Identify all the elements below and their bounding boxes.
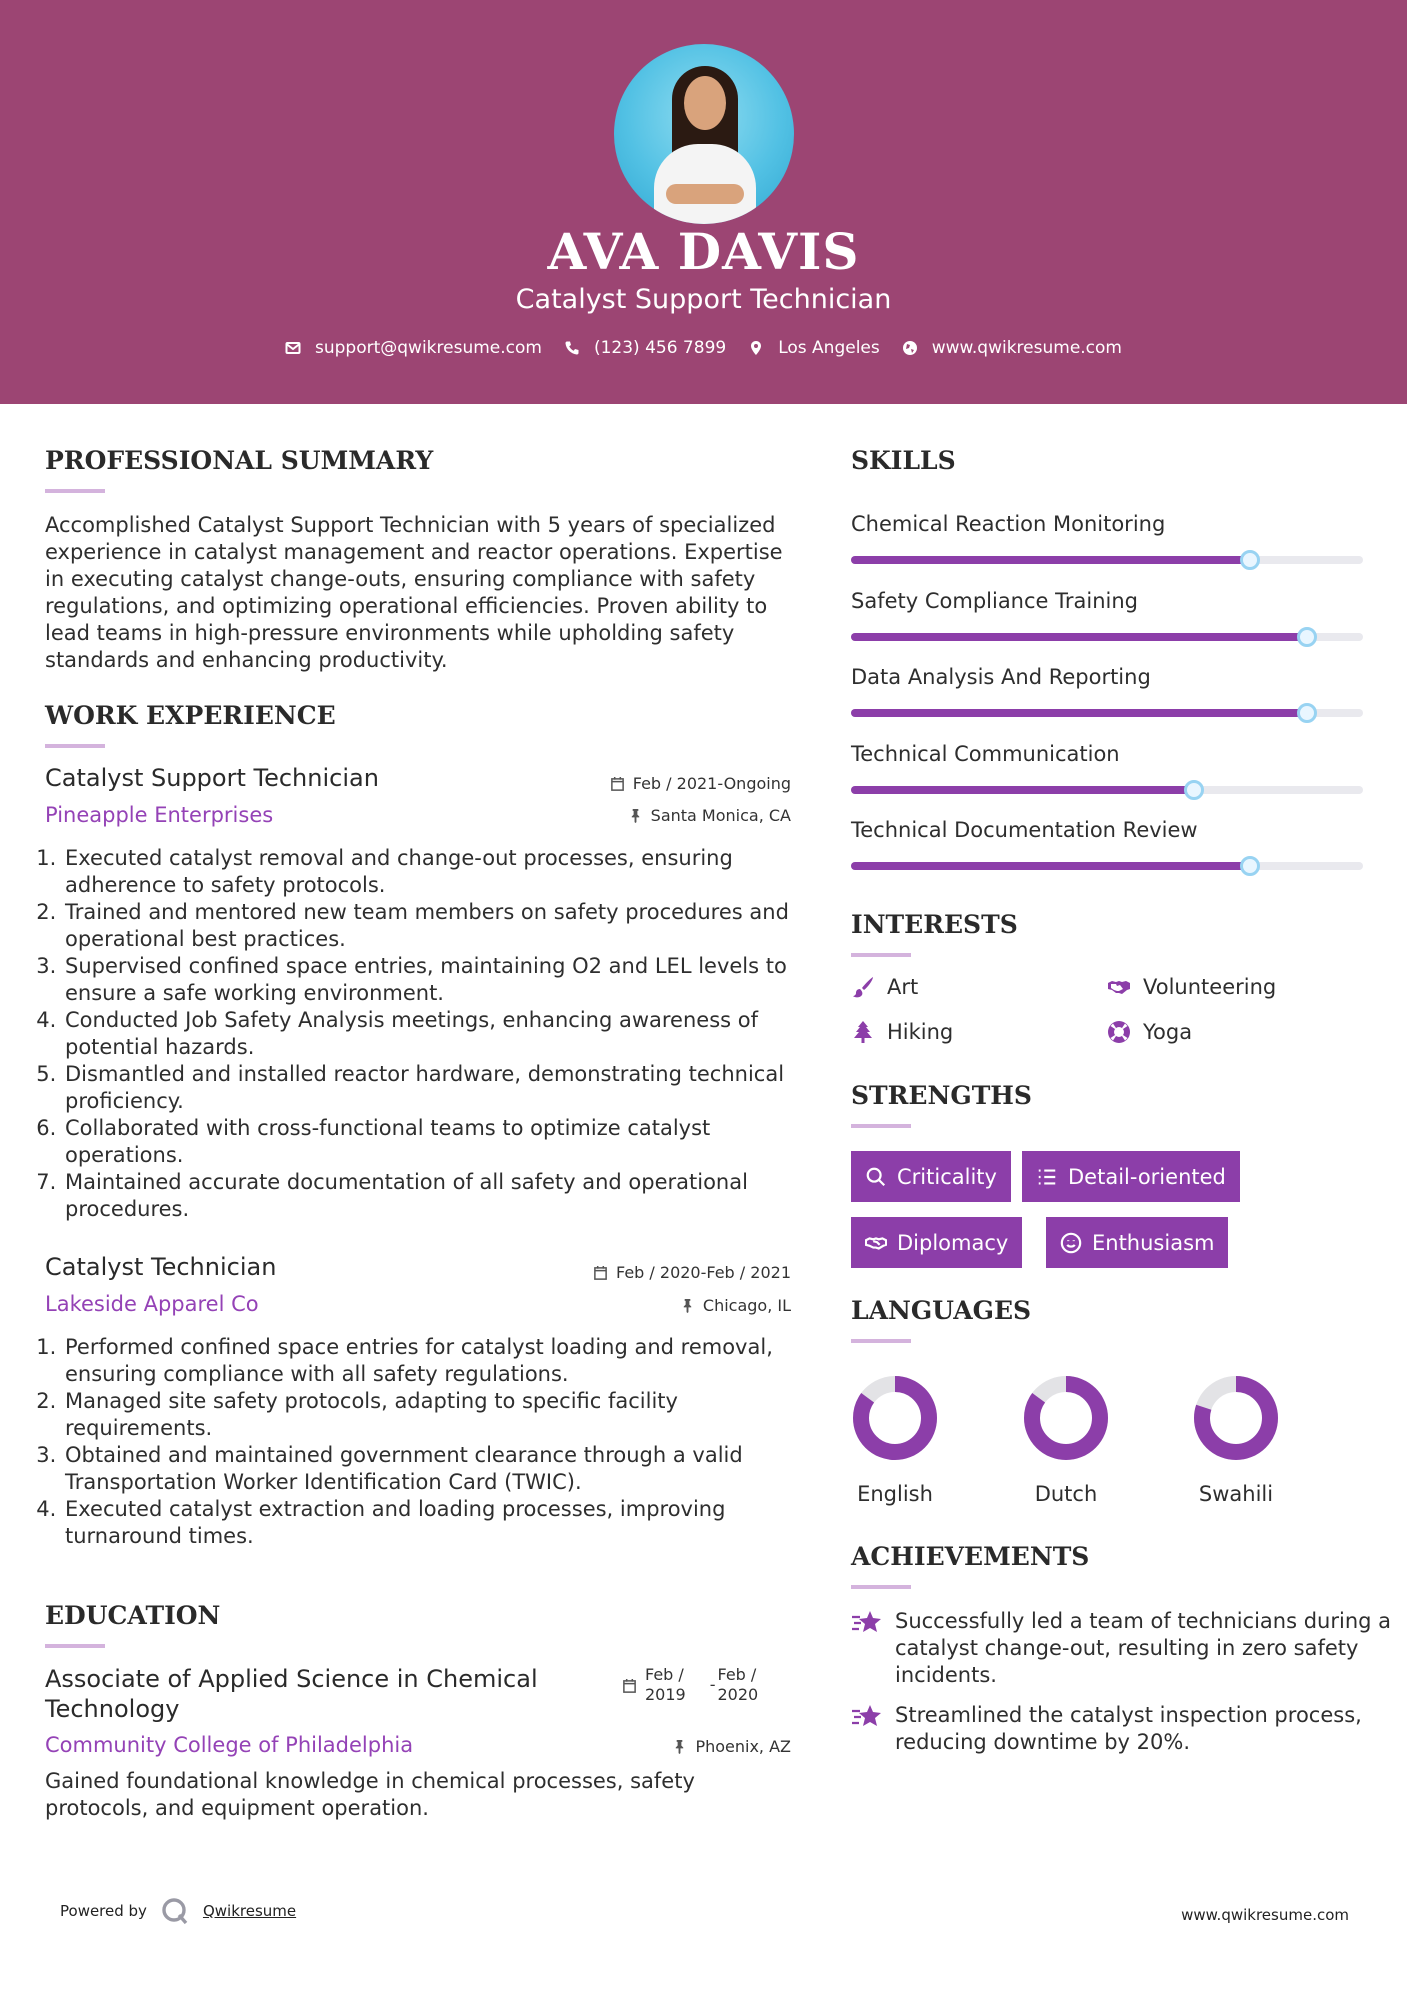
lifering-icon xyxy=(1107,1020,1131,1044)
job-duty: 4. Conducted Job Safety Analysis meetings, enhancing awareness of potential hazards. xyxy=(63,1007,800,1061)
achievement-item xyxy=(851,1702,1407,1756)
footer-powered-by xyxy=(60,1897,296,1925)
search-icon xyxy=(865,1166,887,1188)
date-end-year: 2020 xyxy=(717,1685,759,1704)
skill-bar-fill xyxy=(851,786,1194,794)
interest-hiking xyxy=(851,1020,953,1044)
language-item xyxy=(835,1374,955,1506)
job-duty: 3. Supervised confined space entries, maintaining O2 and LEL levels to ensure a safe working environment. xyxy=(63,953,800,1007)
job-duties-list xyxy=(45,845,800,1223)
date-end-month: Feb / xyxy=(717,1665,757,1684)
date-start-month: Feb / xyxy=(645,1665,684,1684)
job-duty: 1. Performed confined space entries for catalyst loading and removal, ensuring compliance with all safety regulations. xyxy=(63,1334,800,1388)
calendar-icon xyxy=(610,776,625,791)
languages-heading: LANGUAGES xyxy=(851,1296,1032,1325)
calendar-icon xyxy=(622,1678,637,1693)
website-text: www.qwikresume.com xyxy=(931,338,1122,358)
job-duty: 7. Maintained accurate documentation of all safety and operational procedures. xyxy=(63,1169,800,1223)
skill-bar-track xyxy=(851,786,1363,794)
interest-label: Volunteering xyxy=(1143,975,1277,999)
strengths-underline xyxy=(851,1124,911,1128)
job-company: Lakeside Apparel Co xyxy=(45,1292,259,1316)
strength-label: Diplomacy xyxy=(897,1230,1009,1255)
strength-label: Enthusiasm xyxy=(1092,1230,1215,1255)
skill-bar-fill xyxy=(851,862,1250,870)
contact-location xyxy=(748,338,880,358)
job-date-text: Feb / 2020-Feb / 2021 xyxy=(616,1263,791,1282)
summary-underline xyxy=(45,489,105,493)
language-label: Swahili xyxy=(1198,1482,1274,1506)
education-underline xyxy=(45,1644,105,1648)
skill-label: Safety Compliance Training xyxy=(851,588,1138,613)
strength-detail-oriented xyxy=(1022,1151,1240,1202)
photo-arms xyxy=(666,184,744,204)
strength-enthusiasm xyxy=(1046,1217,1228,1268)
skill-bar-fill xyxy=(851,709,1307,717)
job-location xyxy=(680,1296,791,1315)
skill-bar-fill xyxy=(851,556,1250,564)
skill-bar-knob xyxy=(1297,703,1317,723)
profile-photo xyxy=(614,44,794,224)
job-duty: 2. Trained and mentored new team members on safety procedures and operational best practices. xyxy=(63,899,800,953)
interest-label: Art xyxy=(887,975,919,999)
list-icon xyxy=(1036,1166,1058,1188)
handshake-icon xyxy=(865,1232,887,1254)
strength-criticality xyxy=(851,1151,1011,1202)
envelope-icon xyxy=(285,340,301,356)
phone-text: (123) 456 7899 xyxy=(593,338,727,358)
qwikresume-logo-icon xyxy=(161,1897,189,1925)
achievement-text: Successfully led a team of technicians during a catalyst change-out, resulting in zero safety incidents. xyxy=(895,1609,1392,1687)
brand-link[interactable]: Qwikresume xyxy=(202,1902,297,1920)
candidate-name: AVA DAVIS xyxy=(547,222,860,281)
shooting-star-icon xyxy=(851,1702,883,1732)
languages-underline xyxy=(851,1339,911,1343)
powered-by-text: Powered by xyxy=(60,1902,147,1920)
location-text: Los Angeles xyxy=(778,338,880,358)
education-text: Gained foundational knowledge in chemical processes, safety protocols, and equipment operation. xyxy=(45,1769,695,1820)
job-company: Pineapple Enterprises xyxy=(45,803,274,827)
skill-bar-fill xyxy=(851,633,1307,641)
skill-bar-knob xyxy=(1184,780,1204,800)
skill-label: Chemical Reaction Monitoring xyxy=(851,512,1166,536)
language-donut xyxy=(1022,1374,1110,1462)
header-banner xyxy=(0,0,1407,404)
job-date xyxy=(610,774,791,793)
education-location xyxy=(672,1737,791,1756)
tree-icon xyxy=(851,1020,875,1044)
language-item xyxy=(1006,1374,1126,1506)
experience-heading: WORK EXPERIENCE xyxy=(45,701,336,730)
job-duty: 5. Dismantled and installed reactor hardware, demonstrating technical proficiency. xyxy=(63,1061,800,1115)
strengths-heading: STRENGTHS xyxy=(851,1081,1032,1110)
date-separator: - xyxy=(709,1675,716,1694)
skill-bar-knob xyxy=(1240,550,1260,570)
interest-volunteering xyxy=(1107,975,1276,999)
map-pin-icon xyxy=(748,340,764,356)
globe-icon xyxy=(902,340,918,356)
achievement-text: Streamlined the catalyst inspection process, reducing downtime by 20%. xyxy=(895,1703,1362,1754)
achievements-heading: ACHIEVEMENTS xyxy=(851,1542,1090,1571)
degree-title xyxy=(45,1664,538,1724)
education-date xyxy=(622,1665,758,1705)
contact-phone[interactable] xyxy=(564,338,726,358)
education-heading: EDUCATION xyxy=(45,1601,221,1630)
skill-label: Data Analysis And Reporting xyxy=(851,665,1151,689)
strength-label: Criticality xyxy=(897,1164,997,1189)
pushpin-icon xyxy=(672,1739,687,1754)
interests-heading: INTERESTS xyxy=(851,910,1018,939)
summary-heading: PROFESSIONAL SUMMARY xyxy=(45,446,434,475)
photo-face xyxy=(684,76,726,130)
job-location-text: Santa Monica, CA xyxy=(650,806,791,825)
email-text: support@qwikresume.com xyxy=(315,338,542,358)
skill-label: Technical Communication xyxy=(851,741,1120,766)
pushpin-icon xyxy=(628,808,643,823)
contact-email[interactable] xyxy=(285,338,542,358)
job-duty: 6. Collaborated with cross-functional teams to optimize catalyst operations. xyxy=(63,1115,800,1169)
job-duty: 1. Executed catalyst removal and change-out processes, ensuring adherence to safety protocols. xyxy=(63,845,800,899)
job-location-text: Chicago, IL xyxy=(702,1296,791,1315)
contact-website[interactable] xyxy=(902,338,1122,358)
summary-text: Accomplished Catalyst Support Technician with 5 years of specialized experience in catalyst management and reactor operations. Expertise in executing catalyst change-outs, ensuring compliance with safety regulations, and optimizing operational efficiencies. Proven ability to lead teams in high-pressure environments while upholding safety standards and enhancing productivity. xyxy=(45,513,783,672)
interest-yoga xyxy=(1107,1020,1192,1044)
degree-line: Technology xyxy=(45,1695,180,1723)
footer-website[interactable]: www.qwikresume.com xyxy=(1181,1906,1349,1924)
job-title: Catalyst Support Technician xyxy=(45,764,379,792)
job-duty: 2. Managed site safety protocols, adapting to specific facility requirements. xyxy=(63,1388,800,1442)
job-duties-list xyxy=(45,1334,800,1550)
achievements-underline xyxy=(851,1585,911,1589)
interests-underline xyxy=(851,953,911,957)
skill-bar-knob xyxy=(1297,627,1317,647)
language-donut xyxy=(851,1374,939,1462)
experience-underline xyxy=(45,744,105,748)
skills-heading: SKILLS xyxy=(851,446,956,475)
skill-bar-track xyxy=(851,556,1363,564)
date-start xyxy=(645,1665,686,1705)
date-start-year: 2019 xyxy=(645,1685,686,1704)
degree-line: Associate of Applied Science in Chemical xyxy=(45,1665,538,1693)
shooting-star-icon xyxy=(851,1608,883,1638)
pushpin-icon xyxy=(680,1298,695,1313)
school-name: Community College of Philadelphia xyxy=(45,1733,414,1757)
strength-diplomacy xyxy=(851,1217,1022,1268)
job-duty: 3. Obtained and maintained government clearance through a valid Transportation Worker Identification Card (TWIC). xyxy=(63,1442,800,1496)
achievement-item xyxy=(851,1608,1407,1689)
date-end xyxy=(718,1665,759,1705)
interest-label: Yoga xyxy=(1143,1020,1193,1044)
handshake-icon xyxy=(1107,975,1131,999)
skill-bar-knob xyxy=(1240,856,1260,876)
job-duty: 4. Executed catalyst extraction and loading processes, improving turnaround times. xyxy=(63,1496,800,1550)
interest-label: Hiking xyxy=(887,1020,954,1044)
phone-icon xyxy=(564,340,580,356)
job-date-text: Feb / 2021-Ongoing xyxy=(632,774,791,793)
smile-icon xyxy=(1060,1232,1082,1254)
skill-bar-track xyxy=(851,709,1363,717)
interest-art xyxy=(851,975,918,999)
candidate-title: Catalyst Support Technician xyxy=(515,284,892,315)
job-title: Catalyst Technician xyxy=(45,1253,277,1281)
strength-label: Detail-oriented xyxy=(1068,1164,1226,1189)
skill-bar-track xyxy=(851,633,1363,641)
language-label: English xyxy=(857,1482,933,1506)
job-location xyxy=(628,806,791,825)
calendar-icon xyxy=(593,1265,608,1280)
skill-label: Technical Documentation Review xyxy=(851,818,1198,842)
language-item xyxy=(1176,1374,1296,1506)
contact-bar xyxy=(0,338,1407,358)
skill-bar-track xyxy=(851,862,1363,870)
job-date xyxy=(593,1263,791,1282)
language-label: Dutch xyxy=(1034,1482,1098,1506)
language-donut xyxy=(1192,1374,1280,1462)
paintbrush-icon xyxy=(851,975,875,999)
education-location-text: Phoenix, AZ xyxy=(695,1737,791,1756)
